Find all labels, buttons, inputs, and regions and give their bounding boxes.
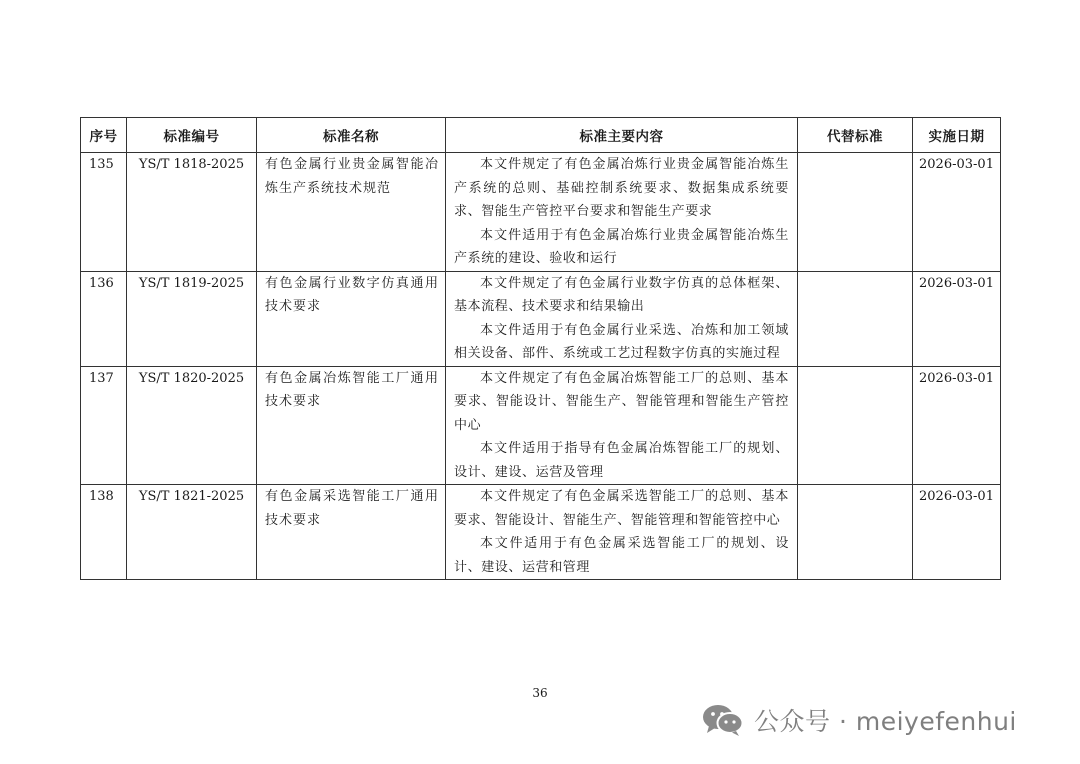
content-paragraph: 本文件规定了有色金属冶炼智能工厂的总则、基本要求、智能设计、智能生产、智能管理和智能生产管控中心 <box>454 370 789 433</box>
standard-code: YS/T 1819-2025 <box>127 271 257 366</box>
header-code: 标准编号 <box>127 118 257 153</box>
standards-table <box>80 117 1001 580</box>
header-content: 标准主要内容 <box>446 118 798 153</box>
content-paragraph: 本文件适用于指导有色金属冶炼智能工厂的规划、设计、建设、运营及管理 <box>454 441 789 480</box>
effective-date: 2026-03-01 <box>913 153 1001 272</box>
content-paragraph: 本文件适用于有色金属采选智能工厂的规划、设计、建设、运营和管理 <box>454 536 789 575</box>
row-index: 136 <box>81 271 127 366</box>
content-paragraph: 本文件适用于有色金属行业采选、冶炼和加工领域相关设备、部件、系统或工艺过程数字仿真的实施过程 <box>454 322 789 361</box>
standard-name: 有色金属采选智能工厂通用技术要求 <box>257 485 446 580</box>
replaced-standard <box>798 271 913 366</box>
header-date: 实施日期 <box>913 118 1001 153</box>
replaced-standard <box>798 366 913 485</box>
replaced-standard <box>798 485 913 580</box>
watermark-text: 公众号 · meiyefenhui <box>754 707 1017 736</box>
page-number: 36 <box>532 686 548 700</box>
content-paragraph: 本文件规定了有色金属冶炼行业贵金属智能冶炼生产系统的总则、基础控制系统要求、数据集成系统要求、智能生产管控平台要求和智能生产要求 <box>454 157 789 219</box>
header-index: 序号 <box>81 118 127 153</box>
table-header-row <box>81 118 1001 153</box>
wechat-watermark <box>702 700 1017 740</box>
row-index: 138 <box>81 485 127 580</box>
standard-name: 有色金属行业贵金属智能冶炼生产系统技术规范 <box>257 153 446 272</box>
standard-content <box>446 366 798 485</box>
content-paragraph: 本文件规定了有色金属采选智能工厂的总则、基本要求、智能设计、智能生产、智能管理和智能管控中心 <box>454 489 789 528</box>
standard-content <box>446 153 798 272</box>
content-paragraph: 本文件规定了有色金属行业数字仿真的总体框架、基本流程、技术要求和结果输出 <box>454 275 789 314</box>
standard-code: YS/T 1818-2025 <box>127 153 257 272</box>
effective-date: 2026-03-01 <box>913 485 1001 580</box>
standard-name: 有色金属冶炼智能工厂通用技术要求 <box>257 366 446 485</box>
standard-name: 有色金属行业数字仿真通用技术要求 <box>257 271 446 366</box>
header-replaces: 代替标准 <box>798 118 913 153</box>
standard-content <box>446 271 798 366</box>
table-row <box>81 366 1001 485</box>
table-row <box>81 271 1001 366</box>
effective-date: 2026-03-01 <box>913 271 1001 366</box>
table-row <box>81 153 1001 272</box>
table-row <box>81 485 1001 580</box>
standard-content <box>446 485 798 580</box>
effective-date: 2026-03-01 <box>913 366 1001 485</box>
standard-code: YS/T 1821-2025 <box>127 485 257 580</box>
content-paragraph: 本文件适用于有色金属冶炼行业贵金属智能冶炼生产系统的建设、验收和运行 <box>454 227 789 266</box>
standard-code: YS/T 1820-2025 <box>127 366 257 485</box>
row-index: 137 <box>81 366 127 485</box>
wechat-icon <box>702 703 744 737</box>
header-name: 标准名称 <box>257 118 446 153</box>
row-index: 135 <box>81 153 127 272</box>
replaced-standard <box>798 153 913 272</box>
